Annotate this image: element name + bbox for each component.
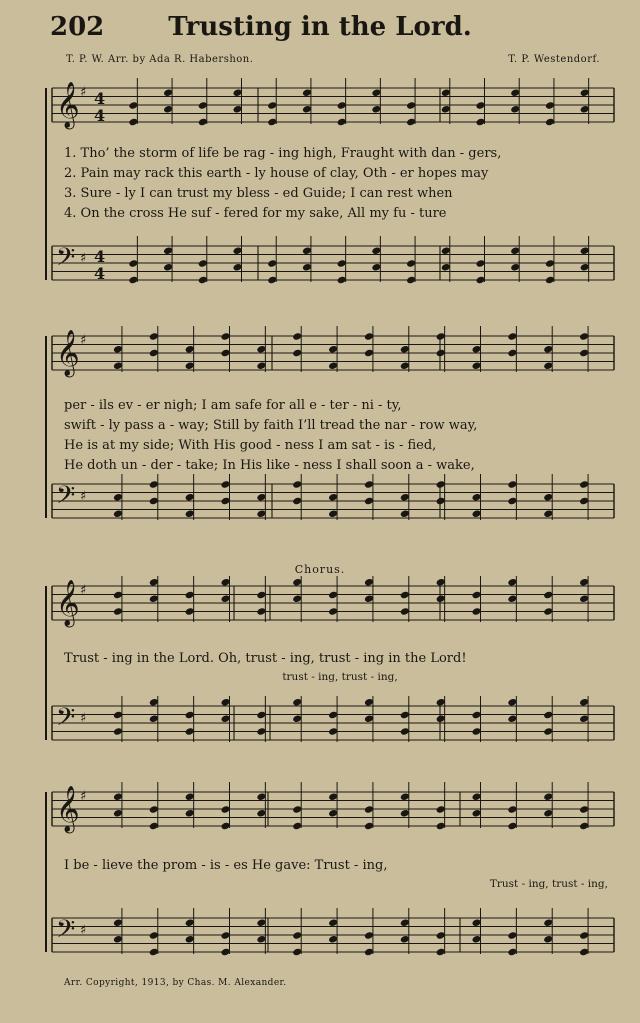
- chorus-bass-lyric-2: Trust - ing, trust - ing,: [489, 878, 608, 890]
- chorus-line-1: Trust - ing in the Lord. Oh, trust - ing, trust - ing in the Lord!: [64, 651, 467, 666]
- chorus-bass-lyric-1: trust - ing, trust - ing,: [282, 671, 398, 683]
- bass-clef-icon: 𝄢: [56, 703, 76, 738]
- key-signature-sharp-icon: ♯: [80, 85, 87, 100]
- bass-clef-icon: 𝄢: [56, 481, 76, 516]
- treble-clef-icon: 𝄞: [56, 330, 80, 376]
- chorus-label: Chorus.: [294, 563, 346, 576]
- key-signature-sharp-icon: ♯: [80, 333, 87, 348]
- key-signature-sharp-icon: ♯: [80, 711, 87, 726]
- copyright-notice: Arr. Copyright, 1913, by Chas. M. Alexander.: [64, 978, 287, 988]
- bass-clef-icon: 𝄢: [56, 243, 76, 278]
- verse-4-line-2: He doth un - der - take; In His like - ness I shall soon a - wake,: [64, 458, 475, 473]
- verse-2-line-2: swift - ly pass a - way; Still by faith I’ll tread the nar - row way,: [64, 418, 478, 433]
- words-credit: T. P. W. Arr. by Ada R. Habershon.: [66, 54, 254, 65]
- key-signature-sharp-icon: ♯: [80, 583, 87, 598]
- hymn-title: Trusting in the Lord.: [168, 12, 472, 42]
- time-signature-bottom: 4: [94, 106, 106, 125]
- verse-3-line-2: He is at my side; With His good - ness I am sat - is - fied,: [64, 438, 437, 453]
- key-signature-sharp-icon: ♯: [80, 923, 87, 938]
- bass-clef-icon: 𝄢: [56, 915, 76, 950]
- chorus-line-2: I be - lieve the prom - is - es He gave: Trust - ing,: [64, 858, 388, 873]
- key-signature-sharp-icon: ♯: [80, 789, 87, 804]
- treble-clef-icon: 𝄞: [56, 786, 80, 832]
- key-signature-sharp-icon: ♯: [80, 251, 87, 266]
- hymn-number: 202: [50, 12, 105, 42]
- time-signature-top: 4: [94, 247, 106, 266]
- key-signature-sharp-icon: ♯: [80, 489, 87, 504]
- verse-3-line-1: 3. Sure - ly I can trust my bless - ed Guide; I can rest when: [64, 186, 453, 201]
- verse-4-line-1: 4. On the cross He suf - fered for my sake, All my fu - ture: [64, 206, 447, 221]
- verse-1-line-1: 1. Tho’ the storm of life be rag - ing high, Fraught with dan - gers,: [64, 146, 502, 161]
- verse-1-line-2: per - ils ev - er nigh; I am safe for all e - ter - ni - ty,: [64, 398, 402, 413]
- treble-clef-icon: 𝄞: [56, 580, 80, 626]
- time-signature-top: 4: [94, 89, 106, 108]
- time-signature-bottom: 4: [94, 264, 106, 283]
- verse-2-line-1: 2. Pain may rack this earth - ly house of clay, Oth - er hopes may: [64, 166, 489, 181]
- music-credit: T. P. Westendorf.: [508, 54, 600, 65]
- treble-clef-icon: 𝄞: [56, 82, 80, 128]
